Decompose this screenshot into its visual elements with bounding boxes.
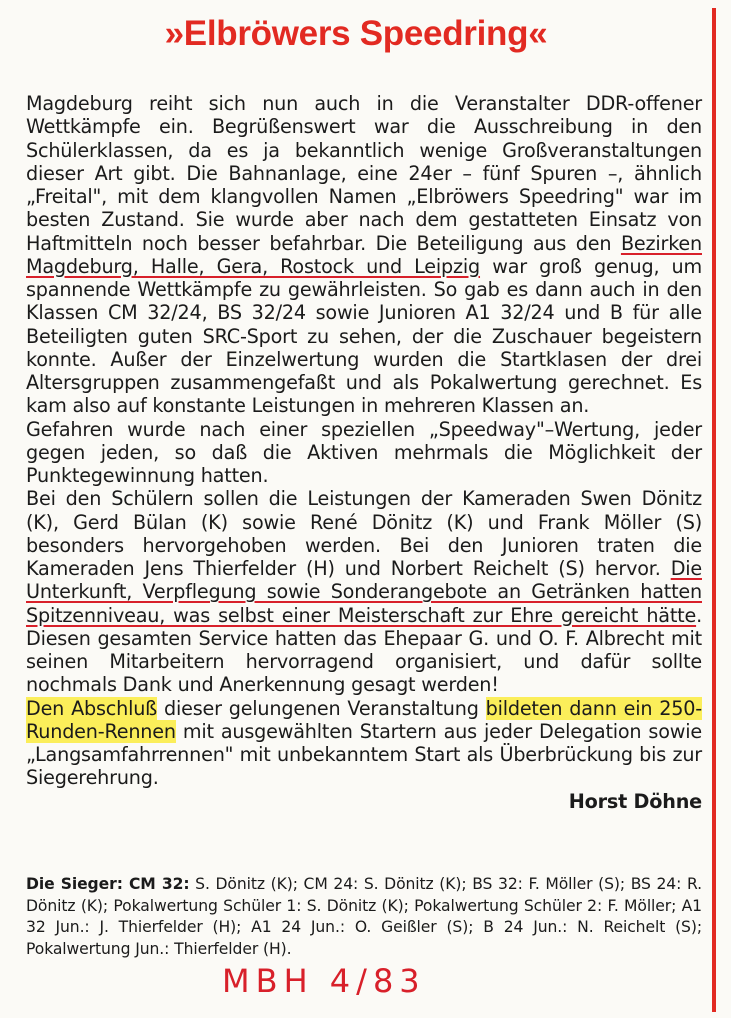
winners-label: Die Sieger: CM 32: bbox=[26, 875, 190, 893]
paragraph-1 bbox=[26, 92, 702, 418]
author-name: Horst Döhne bbox=[568, 789, 702, 813]
paragraph-4-text-b: mit ausgewählten Startern aus jeder Delegation sowie „Langsamfahrrennen" mit unbekanntem Start als Überbrückung bis zur Siegerehrung. bbox=[26, 719, 702, 790]
paragraph-3-text-b: . Diesen gesamten Service hatten das Ehepaar G. und O. F. Albrecht mit seinen Mitarbeitern hervorragend organisiert, und dafür sollte nochmals Dank und Anerkennung gesagt werden! bbox=[26, 603, 702, 697]
red-margin-rule bbox=[712, 8, 716, 1012]
paragraph-3-text-a: Bei den Schülern sollen die Leistungen der Kameraden Swen Dönitz (K), Gerd Bülan (K) sowie René Dönitz (K) und Frank Möller (S) besonders hervorgehoben werden. Bei den Junioren traten die Kameraden Jens Thierfelder (H) und Norbert Reichelt (S) hervor. bbox=[26, 487, 702, 580]
paragraph-2: Gefahren wurde nach einer speziellen „Speedway"–Wertung, jeder gegen jeden, so daß die Aktiven mehrmals die Möglichkeit der Punktegewinnung hatten. bbox=[26, 417, 702, 487]
article-body bbox=[26, 92, 702, 813]
highlight-250-runden: bildeten dann ein 250-Runden-Rennen bbox=[26, 696, 703, 743]
paragraph-1-text-a: Magdeburg reiht sich nun auch in die Veranstalter DDR-offener Wettkämpfe ein. Begrüßenswert war die Ausschreibung in den Schülerklassen, da es ja bekanntlich wenige Großveranstaltungen dieser Art gibt. Die Bahnanlage, eine 24er – fünf Spuren –, ähnlich „Freital", mit dem klangvollen Namen „Elbröwers Speedring" war im besten Zustand. Sie wurde aber nach dem gestatteten Einsatz von Haftmitteln noch besser befahrbar. Die Beteiligung aus den bbox=[26, 92, 702, 255]
winners-text: S. Dönitz (K); CM 24: S. Dönitz (K); BS 32: F. Möller (S); BS 24: R. Dönitz (K); Pokalwertung Schüler 1: S. Dönitz (K); Pokalwertung Schüler 2: F. Möller; A1 32 Jun.: J. Thierfelder (H); A1 24 Jun.: O. Geißler (S); B 24 Jun.: N. Reichelt (S); Pokalwertung Jun.: Thierfelder (H). bbox=[26, 875, 702, 959]
author-row bbox=[26, 790, 702, 813]
paragraph-3 bbox=[26, 487, 702, 696]
winners-box bbox=[26, 874, 702, 961]
paragraph-4 bbox=[26, 697, 702, 790]
underlined-districts: Bezirken Magdeburg, Halle, Gera, Rostock und Leipzig bbox=[26, 231, 702, 278]
paragraph-1-text-b: war groß genug, um spannende Wettkämpfe zu gewährleisten. So gab es dann auch in den Klassen CM 32/24, BS 32/24 sowie Junioren A1 32/24 und B für alle Beteiligten guten SRC-Sport zu sehen, der die Zuschauer begeistern konnte. Außer der Einzelwertung wurden die Startklasen der drei Altersgruppen zusammengefaßt und als Pokalwertung gerechnet. Es kam also auf konstante Leistungen in mehreren Klassen an. bbox=[26, 254, 702, 418]
paragraph-4-text-a: dieser gelungenen Veranstaltung bbox=[157, 696, 486, 720]
headline: »Elbröwers Speedring« bbox=[164, 14, 548, 53]
handwritten-note: MBH 4/83 bbox=[222, 962, 426, 1000]
underlined-accommodation: Die Unterkunft, Verpflegung sowie Sonderangebote an Getränken hatten Spitzenniveau, was selbst einer Meisterschaft zur Ehre gereicht hätte bbox=[26, 557, 702, 627]
highlight-abschluss: Den Abschluß bbox=[26, 696, 158, 720]
